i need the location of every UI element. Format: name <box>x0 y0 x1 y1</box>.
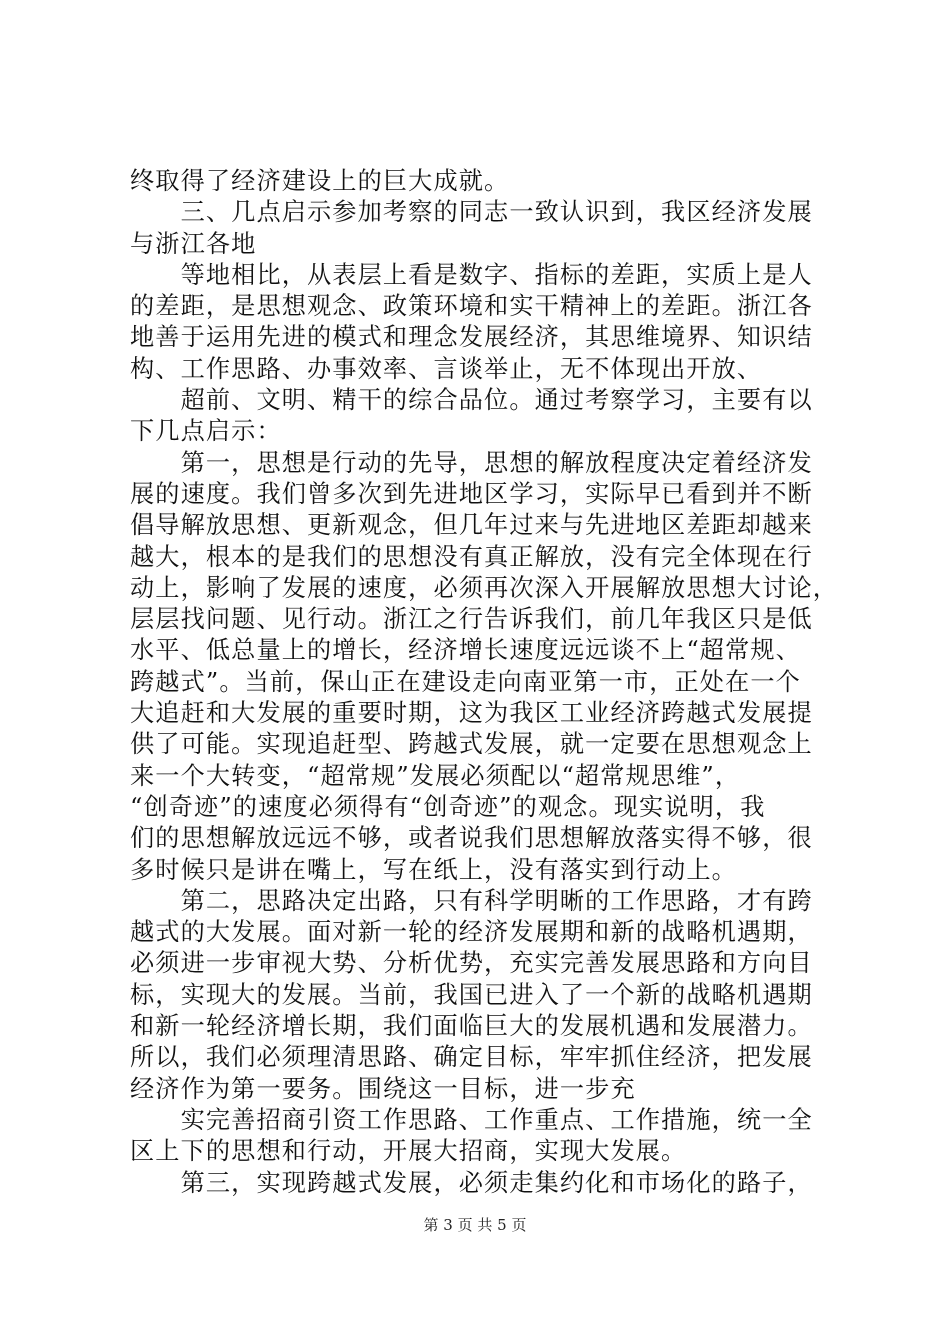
text-line: 跨越式”。当前，保山正在建设走向南亚第一市，正处在一个 <box>130 667 801 696</box>
text-line: 实完善招商引资工作思路、工作重点、工作措施，统一全 <box>130 1105 813 1134</box>
text-line: 经济作为第一要务。围绕这一目标，进一步充 <box>130 1074 636 1103</box>
text-line: 超前、文明、精干的综合品位。通过考察学习，主要有以 <box>130 386 813 415</box>
text-line: 层层找问题、见行动。浙江之行告诉我们，前几年我区只是低 <box>130 605 813 634</box>
text-line: 和新一轮经济增长期，我们面临巨大的发展机遇和发展潜力。 <box>130 1012 813 1041</box>
text-line: 第三，实现跨越式发展，必须走集约化和市场化的路子， <box>130 1168 813 1197</box>
page-number-label: 第 3 页 共 5 页 <box>423 1216 527 1234</box>
text-line: 供了可能。实现追赶型、跨越式发展，就一定要在思想观念上 <box>130 730 813 759</box>
text-line: 展的速度。我们曾多次到先进地区学习，实际早已看到并不断 <box>130 479 813 508</box>
text-line: 地善于运用先进的模式和理念发展经济，其思维境界、知识结 <box>130 323 813 352</box>
text-line: 越大，根本的是我们的思想没有真正解放，没有完全体现在行 <box>130 542 813 571</box>
text-line: 与浙江各地 <box>130 229 257 258</box>
text-line: “创奇迹”的速度必须得有“创奇迹”的观念。现实说明，我 <box>130 792 766 821</box>
text-line: 倡导解放思想、更新观念，但几年过来与先进地区差距却越来 <box>130 511 813 540</box>
text-line: 下几点启示： <box>130 417 282 446</box>
text-line: 构、工作思路、办事效率、言谈举止，无不体现出开放、 <box>130 354 763 383</box>
text-line: 第一，思想是行动的先导，思想的解放程度决定着经济发 <box>130 448 813 477</box>
text-line: 多时候只是讲在嘴上，写在纸上，没有落实到行动上。 <box>130 855 737 884</box>
page-footer <box>0 1215 950 1235</box>
text-line: 水平、低总量上的增长，经济增长速度远远谈不上“超常规、 <box>130 636 801 665</box>
text-line: 终取得了经济建设上的巨大成就。 <box>130 167 510 195</box>
text-line: 第二，思路决定出路，只有科学明晰的工作思路，才有跨 <box>130 886 813 915</box>
document-body <box>130 166 839 1199</box>
text-line: 区上下的思想和行动，开展大招商，实现大发展。 <box>130 1137 687 1166</box>
text-line: 动上，影响了发展的速度，必须再次深入开展解放思想大讨论， <box>130 573 839 602</box>
text-line: 的差距，是思想观念、政策环境和实干精神上的差距。浙江各 <box>130 292 813 321</box>
text-line: 来一个大转变，“超常规”发展必须配以“超常规思维”， <box>130 761 741 790</box>
text-line: 越式的大发展。面对新一轮的经济发展期和新的战略机遇期， <box>130 918 813 947</box>
text-line: 等地相比，从表层上看是数字、指标的差距，实质上是人 <box>130 260 813 289</box>
text-line: 标，实现大的发展。当前，我国已进入了一个新的战略机遇期 <box>130 980 813 1009</box>
text-line: 们的思想解放远远不够，或者说我们思想解放落实得不够，很 <box>130 824 813 853</box>
text-line: 必须进一步审视大势、分析优势，充实完善发展思路和方向目 <box>130 949 813 978</box>
text-line: 三、几点启示参加考察的同志一致认识到，我区经济发展 <box>130 198 813 227</box>
text-line: 大追赶和大发展的重要时期，这为我区工业经济跨越式发展提 <box>130 699 813 728</box>
text-line: 所以，我们必须理清思路、确定目标，牢牢抓住经济，把发展 <box>130 1043 813 1072</box>
